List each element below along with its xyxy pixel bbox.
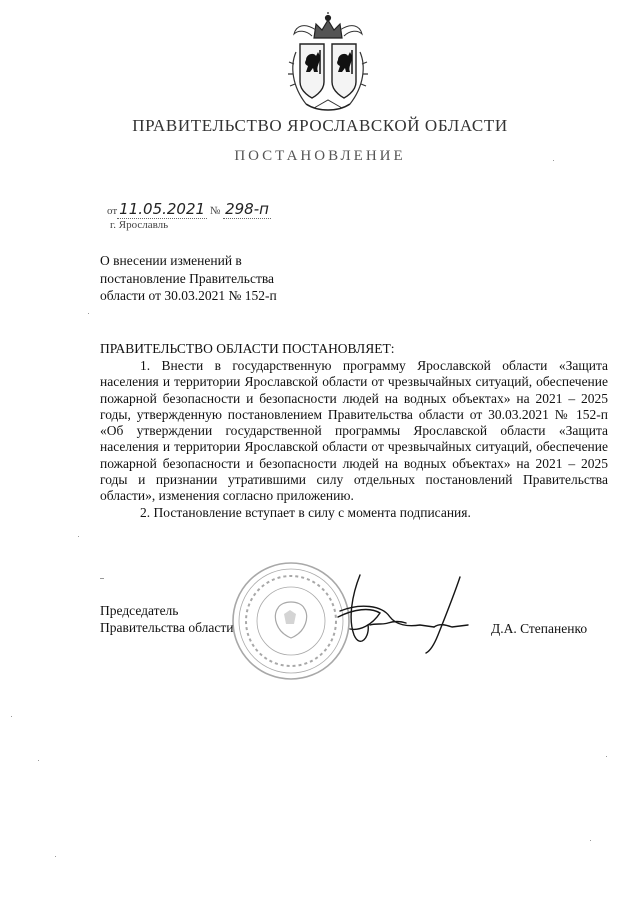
number-prefix: № [209,205,221,217]
date-number-line [107,200,271,218]
handwritten-signature [330,565,470,655]
coat-of-arms-emblem [286,12,370,116]
document-subject [100,252,277,305]
signatory-name: Д.А. Степаненко [491,621,588,636]
subject-line: О внесении изменений в [100,253,242,268]
scan-speck [38,760,39,761]
document-type: ПОСТАНОВЛЕНИЕ [234,148,406,164]
signatory-title-line: Правительства области [100,620,234,635]
decree-body [100,358,608,521]
signatory-title-line: Председатель [100,603,179,618]
scan-speck [78,536,79,537]
scan-speck [606,756,607,757]
scan-speck [553,160,554,161]
signatory-title [100,602,233,636]
subject-line: области от 30.03.2021 № 152-п [100,288,277,303]
city: г. Ярославль [110,219,169,231]
date-prefix: от [107,205,118,217]
scan-speck [100,578,104,579]
scan-speck [11,716,12,717]
document-number: 298-п [225,200,269,218]
decree-paragraph: 1. Внести в государственную программу Ярославской области «Защита населения и территории Ярославской области от чрезвычайных ситуаций, обеспечение пожарной безопасности и безопасности людей на водных объектах» на 2021 – 2025 годы, утвержденную постановлением Правительства области от 30.03.2021 № 152-п «Об утверждении государственной программы Ярославской области «Защита населения и территории Ярославской области от чрезвычайных ситуаций, обеспечение пожарной безопасности и безопасности людей на водных объектах» на 2021 – 2025 годы и признании утратившими силу отдельных постановлений Правительства области», изменения согласно приложению. [100,358,608,504]
scan-speck [55,856,56,857]
resolve-heading: ПРАВИТЕЛЬСТВО ОБЛАСТИ ПОСТАНОВЛЯЕТ: [100,341,395,356]
decree-paragraph: 2. Постановление вступает в силу с момента подписания. [140,504,471,520]
scan-speck [590,840,591,841]
scan-speck [88,313,89,314]
organization-title: ПРАВИТЕЛЬСТВО ЯРОСЛАВСКОЙ ОБЛАСТИ [132,116,508,135]
subject-line: постановление Правительства [100,270,275,286]
document-date: 11.05.2021 [119,200,206,218]
